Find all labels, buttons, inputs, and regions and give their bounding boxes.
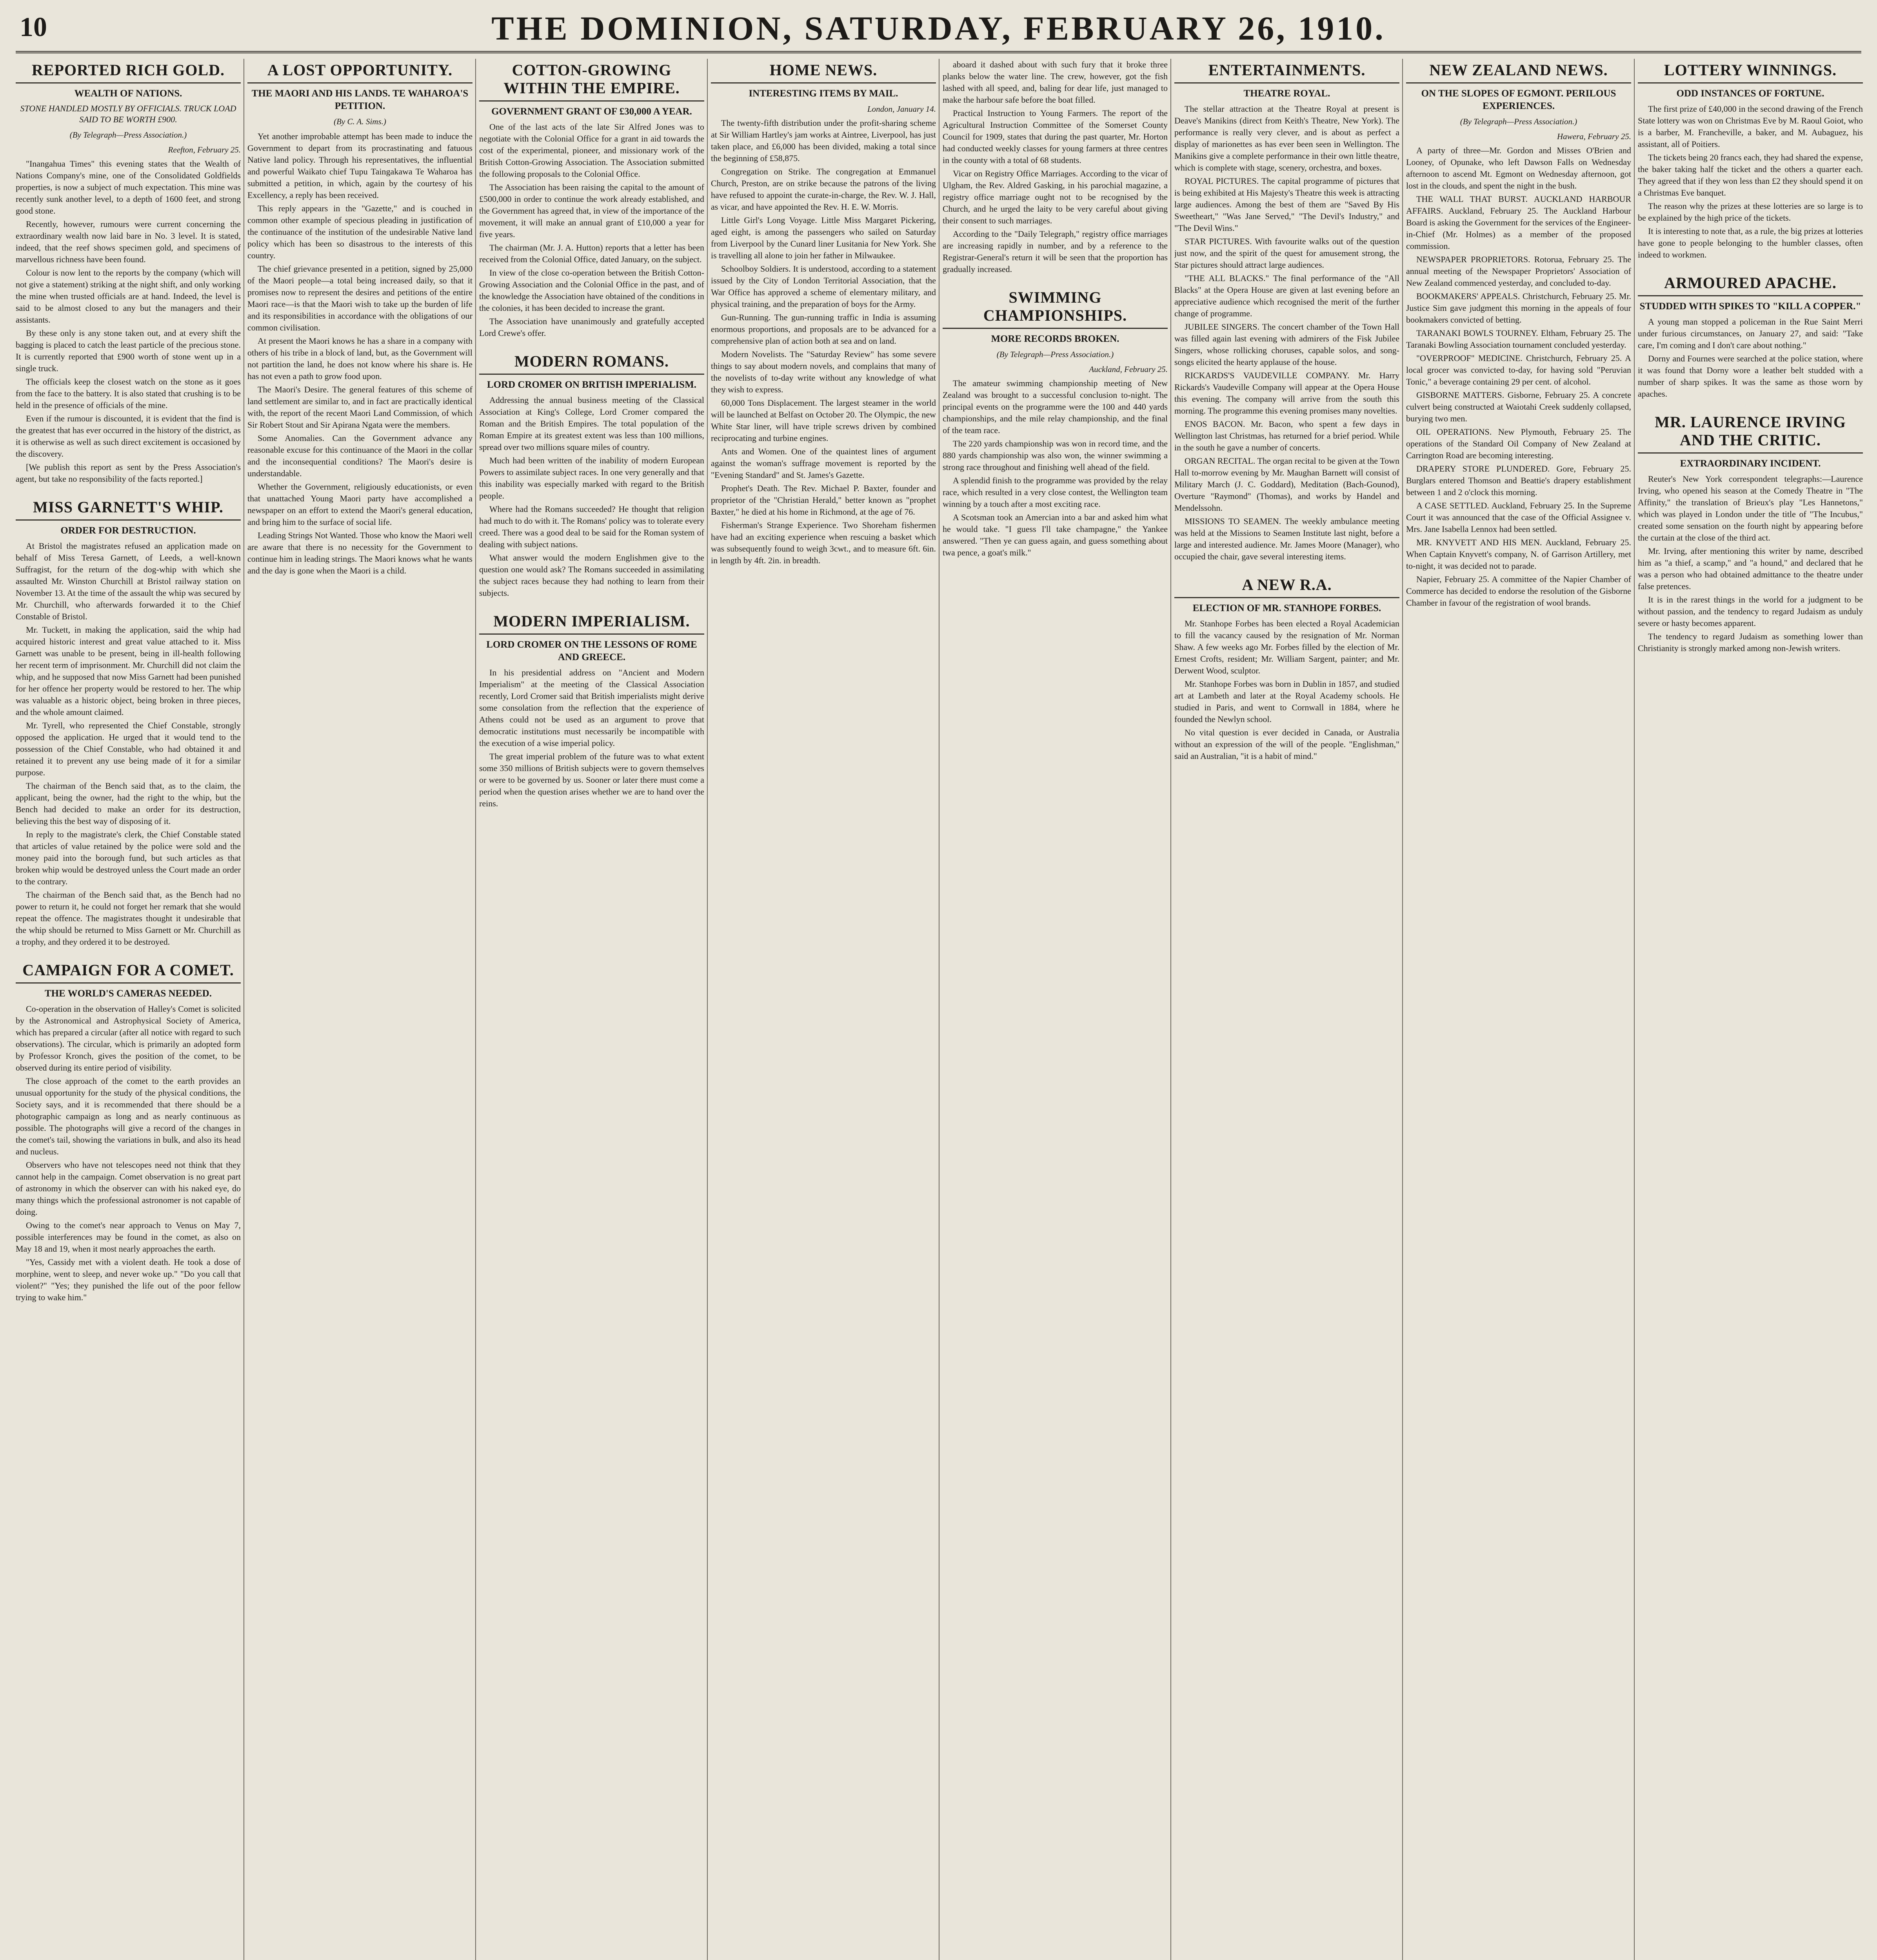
article-paragraph: A splendid finish to the programme was provided by the relay race, which resulted in a very close contest, the Wellington team winning by a touch after a most exciting race. [943,475,1168,509]
article-paragraph: Napier, February 25. A committee of the Napier Chamber of Commerce has decided to endorse the resolution of the Gisborne Chamber in favour of the registration of wool brands. [1406,574,1631,608]
article-headline: A LOST OPPORTUNITY. [247,61,472,83]
column-rule [1170,59,1171,1960]
article-headline: MODERN IMPERIALISM. [479,612,704,635]
columns [16,59,1861,1960]
article [1406,61,1631,609]
article-paragraph: ORGAN RECITAL. The organ recital to be given at the Town Hall to-morrow evening by Mr. Maughan Barnett will consist of Military March (J. C. Goddard), Meditation (Bach-Gounod), Overture "Raymond" (Thomas), and works by Handel and Mendelssohn. [1174,456,1399,513]
article [711,61,936,566]
article-subheading: THE MAORI AND HIS LANDS. TE WAHAROA'S PETITION. [251,88,469,111]
article-paragraph: Dorny and Fournes were searched at the police station, where it was found that Dorny wore a leather belt studded with a number of sharp spikes. It was the same as those worn by apaches. [1638,354,1863,399]
article-paragraph: Prophet's Death. The Rev. Michael P. Baxter, founder and proprietor of the "Christian Herald," better known as "prophet Baxter," he died at his home in Richmond, at the age of 76. [711,483,936,517]
article-paragraph: Observers who have not telescopes need not think that they cannot help in the campaign. Comet observation is no great part of astronomy in which the observer can with his naked eye, do many things which the professional astronomer is not capable of doing. [16,1160,241,1217]
article-paragraph: OIL OPERATIONS. New Plymouth, February 25. The operations of the Standard Oil Company of New Zealand at Carrington Road are becoming interesting. [1406,427,1631,460]
article-paragraph: Co-operation in the observation of Halley's Comet is solicited by the Astronomical and Astrophysical Society of America, which has prepared a circular (after all notice with regard to such observations). The circular, which is primarily an adopted form by Professor Kronch, gives the position of the comet, to be observed during its entire period of visibility. [16,1004,241,1073]
article-subheading: INTERESTING ITEMS BY MAIL. [749,88,898,99]
article [16,961,241,1303]
article-paragraph: Ants and Women. One of the quaintest lines of argument against the woman's suffrage movement is reported by the "Evening Standard" and St. James's Gazette. [711,446,936,480]
article-paragraph: The Association have unanimously and gratefully accepted Lord Crewe's offer. [479,316,704,338]
article-paragraph: In reply to the magistrate's clerk, the Chief Constable stated that articles of value retained by the police were sold and the money paid into the borough fund, but such articles as that broken whip would be destroyed unless the Court made an order to the contrary. [16,829,241,886]
article [1174,576,1399,762]
page-number: 10 [20,12,47,42]
article-paragraph: No vital question is ever decided in Canada, or Australia without an expression of the will of the people. "Englishman," said an Australian, "it is a habit of mind." [1174,728,1399,761]
article-paragraph: Yet another improbable attempt has been made to induce the Government to depart from its procrastinating and fatuous Native land policy. Through his representatives, the influential and powerful Waikato chief Tupu Taingakawa Te Waharoa has submitted a petition, in which, again by the courtesy of his Excellency, a reply has been received. [247,131,472,200]
article-byline: (By Telegraph—Press Association.) [996,350,1114,359]
column-5 [943,59,1168,1960]
article-paragraph: "Yes, Cassidy met with a violent death. He took a dose of morphine, went to sleep, and never woke up." "Do you call that violent?" "Yes; they punished the life out of the poor fellow trying to wake him." [16,1257,241,1302]
article-headline: ENTERTAINMENTS. [1174,61,1399,83]
article-paragraph: NEWSPAPER PROPRIETORS. Rotorua, February 25. The annual meeting of the Newspaper Proprietors' Association of New Zealand commenced yesterday, and concluded to-day. [1406,254,1631,288]
column-3 [479,59,704,1960]
article-paragraph: The tickets being 20 francs each, they had shared the expense, the baker taking half the ticket and the others a quarter each. They agreed that if they won less than £2 they should spend it on a Christmas Eve banquet. [1638,152,1863,198]
article-paragraph: The Association has been raising the capital to the amount of £500,000 in order to continue the work already established, and the Government has agreed that, in view of the importance of the movement, it will make an annual grant of £10,000 a year for five years. [479,182,704,239]
article [247,61,472,577]
column-rule [1634,59,1635,1960]
article-headline: MISS GARNETT'S WHIP. [16,498,241,521]
column-2 [247,59,472,1960]
article-paragraph: Vicar on Registry Office Marriages. According to the vicar of Ulgham, the Rev. Aldred Gasking, in his parochial magazine, a registry office marriage ought not to be recognised by the Church, and he urged the laity to be very careful about giving their consent to such marriages. [943,169,1168,225]
article-paragraph: The first prize of £40,000 in the second drawing of the French State lottery was won on Christmas Eve by M. Raoul Goiot, who is a barber, M. Francheville, a baker, and M. Aubaguez, his assistant, all of Poitiers. [1638,104,1863,149]
article-paragraph: JUBILEE SINGERS. The concert chamber of the Town Hall was filled again last evening with admirers of the Fisk Jubilee Singers, whose rollicking choruses, capable solos, and song-songs elicited the hearty applause of the house. [1174,322,1399,367]
article-paragraph: In his presidential address on "Ancient and Modern Imperialism" at the meeting of the Classical Association recently, Lord Cromer said that British imperialists might derive some consolation from the reflection that the experience of Athens could not be used as an argument to prove that democratic institutions must necessarily be incompatible with the execution of a wise imperial policy. [479,668,704,748]
article-paragraph: Whether the Government, religiously educationists, or even that unattached Young Maori party have accomplished a newspaper on an effort to extend the Maori's general education, and bring him to the surface of social life. [247,482,472,527]
article-subheading: ELECTION OF MR. STANHOPE FORBES. [1192,603,1381,613]
article-paragraph: Little Girl's Long Voyage. Little Miss Margaret Pickering, aged eight, is among the passengers who sailed on Saturday from Liverpool by the Cunard liner Lusitania for New York. She is travelling all alone to join her father in Milwaukee. [711,215,936,260]
article-headline: MR. LAURENCE IRVING AND THE CRITIC. [1638,413,1863,454]
article-paragraph: RICKARDS'S VAUDEVILLE COMPANY. Mr. Harry Rickards's Vaudeville Company will appear at the Opera House this evening. The company will arrive from the south this morning. The programme this evening promises many novelties. [1174,370,1399,416]
article-paragraph: "OVERPROOF" MEDICINE. Christchurch, February 25. A local grocer was convicted to-day, for having sold "Peruvian Tonic," a beverage containing 29 per cent. of alcohol. [1406,353,1631,387]
article-paragraph: Mr. Tyrell, who represented the Chief Constable, strongly opposed the application. He urged that it would tend to the possession of the Chief Constable, who had obtained it and retained it to prevent any use being made of it for a similar purpose. [16,720,241,777]
article-subheading: THEATRE ROYAL. [1243,88,1330,99]
article-paragraph: Congregation on Strike. The congregation at Emmanuel Church, Preston, are on strike because the patrons of the living have refused to appoint the curate-in-charge, the Rev. W. J. Hall, as vicar, and have appointed the Rev. H. E. W. Morris. [711,167,936,212]
article-paragraph: Modern Novelists. The "Saturday Review" has some severe things to say about modern novels, and complains that many of the novelists of to-day write without any knowledge of what they wish to express. [711,349,936,394]
column-4 [711,59,936,1960]
article-paragraph: This reply appears in the "Gazette," and is couched in common other example of specious pleading in justification of the continuance of the institution of the undesirable Native land policy which has been so disastrous to the interests of this country. [247,203,472,260]
article-paragraph: Recently, however, rumours were current concerning the extraordinary wealth now laid bare in No. 3 level. It is stated, indeed, that the reef shows specimen gold, and specimens of marvellous richness have been found. [16,219,241,264]
article-byline: (By Telegraph—Press Association.) [69,130,187,140]
column-rule [1402,59,1403,1960]
masthead [16,4,1861,53]
article-paragraph: The chairman of the Bench said that, as to the claim, the applicant, being the owner, had the right to the whip, but the Bench had decided to make an order for its destruction, believing this the best way of disposing of it. [16,781,241,826]
article-byline: (By C. A. Sims.) [334,117,386,126]
article [479,612,704,809]
article-dateline: Reefton, February 25. [168,145,241,154]
article-headline: HOME NEWS. [711,61,936,83]
article-paragraph: It is interesting to note that, as a rule, the big prizes at lotteries have gone to people belonging to the humbler classes, often indeed to workmen. [1638,226,1863,260]
article-paragraph: The chief grievance presented in a petition, signed by 25,000 of the Maori people—a total being increased daily, so that it promises now to represent the desires and petitions of the entire Maori race—is that the Maori wish to take up the burden of life and its responsibilities in accordance with the obligations of our common civilisation. [247,264,472,332]
article-paragraph: At present the Maori knows he has a share in a company with others of his tribe in a block of land, but, as the Government will not partition the land, he does not know where his share is. He has not even a path to grow food upon. [247,336,472,381]
article-subheading: ORDER FOR DESTRUCTION. [60,525,196,536]
article-paragraph: The chairman (Mr. J. A. Hutton) reports that a letter has been received from the Colonial Office, dated January, on the subject. [479,243,704,264]
article-subheading: LORD CROMER ON THE LESSONS OF ROME AND GREECE. [486,639,697,662]
article-paragraph: "THE ALL BLACKS." The final performance of the "All Blacks" at the Opera House are given at last evening before an appreciative audience which recognised the merit of the further change of programme. [1174,273,1399,318]
article-paragraph: The 220 yards championship was won in record time, and the 880 yards championship was also won, the winner swimming a strong race throughout and finishing well ahead of the field. [943,439,1168,472]
article-paragraph: STAR PICTURES. With favourite walks out of the question just now, and the spirit of the quest for amusement strong, the Star pictures should attract large audiences. [1174,236,1399,270]
article-subheading: STUDDED WITH SPIKES TO "KILL A COPPER." [1639,301,1861,312]
article-paragraph: Mr. Tuckett, in making the application, said the whip had acquired historic interest and great value attached to it. Miss Garnett was unable to be present, being in ill-health following her recent term of imprisonment. Mr. Churchill did not claim the whip, and he supposed that now Miss Garnett had been punished for her offence her property would be restored to her. The whip was valuable as a historic object, being broken in three pieces, and the whole amount claimed. [16,625,241,717]
column-1 [16,59,241,1960]
article-paragraph: One of the last acts of the late Sir Alfred Jones was to negotiate with the Colonial Office for a grant in aid towards the cost of the experimental, pioneer, and missionary work of the British Cotton-Growing Association. The Association submitted the following proposals to the Colonial Office. [479,122,704,179]
article-headline: ARMOURED APACHE. [1638,274,1863,296]
article-paragraph: MR. KNYVETT AND HIS MEN. Auckland, February 25. When Captain Knyvett's company, N. of Garrison Artillery, met to-night, it was decided not to parade. [1406,537,1631,571]
article-paragraph: [We publish this report as sent by the Press Association's agent, but take no responsibility of the facts reported.] [16,462,241,484]
article-deck: STONE HANDLED MOSTLY BY OFFICIALS. TRUCK LOAD SAID TO BE WORTH £900. [20,103,236,124]
article-subheading: THE WORLD'S CAMERAS NEEDED. [44,988,212,999]
article-subheading: MORE RECORDS BROKEN. [991,334,1119,344]
article-byline: (By Telegraph—Press Association.) [1460,117,1577,126]
article-paragraph: Leading Strings Not Wanted. Those who know the Maori well are aware that there is no necessity for the Government to continue him in leading strings. The Maori knows what he wants and the day is gone when the Maori is a child. [247,530,472,575]
article-paragraph: Gun-Running. The gun-running traffic in India is assuming enormous proportions, and proposals are to be advanced for a comprehensive plan of action both at sea and on land. [711,312,936,346]
article-subheading: WEALTH OF NATIONS. [74,88,182,99]
article-paragraph: Schoolboy Soldiers. It is understood, according to a statement issued by the City of London Territorial Association, that the War Office has approved a scheme of elementary military, and physical training, and the preparation of boys for the Army. [711,264,936,309]
article [1638,61,1863,261]
article-paragraph: 60,000 Tons Displacement. The largest steamer in the world will be launched at Belfast on October 20. The Olympic, the new White Star liner, will have triple screws driven by combined reciprocating and turbine engines. [711,398,936,443]
article-headline: NEW ZEALAND NEWS. [1406,61,1631,83]
article-subheading: LORD CROMER ON BRITISH IMPERIALISM. [487,379,697,390]
article-paragraph: Mr. Irving, after mentioning this writer by name, described him as "a thief, a scamp," and "a hound," and declared that he was a person who had obtained admittance to the theatre under false pretences. [1638,546,1863,591]
article-paragraph: Mr. Stanhope Forbes has been elected a Royal Academician to fill the vacancy caused by the resignation of Mr. Norman Shaw. A few weeks ago Mr. Forbes filled by the election of Mr. Ernest Crofts, resident; Mr. William Sargent, painter; and Mr. Derwent Wood, sculptor. [1174,619,1399,675]
article-paragraph: Practical Instruction to Young Farmers. The report of the Agricultural Instruction Committee of the Somerset County Council for 1909, states that during the past quarter, Mr. Horton had conducted weekly classes for young farmers at three centres in the county with a total of 68 students. [943,108,1168,165]
article [1174,61,1399,563]
article-paragraph: Fisherman's Strange Experience. Two Shoreham fishermen have had an exciting experience when rescuing a basket which was subsequently found to weigh 3cwt., and to measure 6ft. 6in. in length by 4ft. 2in. in breadth. [711,520,936,565]
article-paragraph: The amateur swimming championship meeting of New Zealand was brought to a successful conclusion to-night. The principal events on the programme were the 100 and 440 yards championships, and the mile relay championship, and the final of the team race. [943,378,1168,435]
article-paragraph: GISBORNE MATTERS. Gisborne, February 25. A concrete culvert being constructed at Waiotahi Creek suddenly collapsed, burying two men. [1406,390,1631,423]
column-8 [1638,59,1863,1960]
article-paragraph: THE WALL THAT BURST. AUCKLAND HARBOUR AFFAIRS. Auckland, February 25. The Auckland Harbour Board is asking the Government for the services of the Engineer-in-Chief (Mr. Holmes) as a member of the proposed commission. [1406,194,1631,251]
article-paragraph: A Scotsman took an Amercian into a bar and asked him what he would take. "I guess I'll take champagne," the Yankee answered. "Then ye can guess again, and guess something about twa pence, a goat's milk." [943,512,1168,557]
column-rule [475,59,476,1960]
article-paragraph: ENOS BACON. Mr. Bacon, who spent a few days in Wellington last Christmas, has returned for a brief period. While in the south he gave a number of concerts. [1174,419,1399,452]
article-paragraph: Colour is now lent to the reports by the company (which will not give a statement) striking at the night shift, and only working the mine when trusted officials are at hand. Indeed, the level is said to be almost closed to any but the managers and their assistants. [16,268,241,325]
article-paragraph: It is in the rarest things in the world for a judgment to be without passion, and the tendency to regard Judaism as unduly severe or hasty becomes apparent. [1638,595,1863,628]
article-paragraph: The stellar attraction at the Theatre Royal at present is Deave's Manikins (direct from Keith's Theatre, New York). The performance is really very clever, and is about as perfect a display of marionettes as has ever been seen in Wellington. The Manikins give a complete performance in their own little theatre, which is complete with stage, scenery, orchestra, and boxes. [1174,104,1399,172]
article-headline: LOTTERY WINNINGS. [1638,61,1863,83]
newspaper-title: THE DOMINION, SATURDAY, FEBRUARY 26, 1910. [491,9,1386,47]
article-paragraph: The chairman of the Bench said that, as the Bench had no power to return it, he could not forget her remark that she would repeat the offence. The magistrates thought it undesirable that the whip should be returned to Miss Garnett or Mr. Churchill as a trophy, and they ordered it to be destroyed. [16,890,241,947]
article-paragraph: The twenty-fifth distribution under the profit-sharing scheme at Sir William Hartley's jam works at Aintree, Liverpool, has just taken place, and £6,000 has been divided, making a total since the beginning of £58,875. [711,118,936,163]
article-headline: A NEW R.A. [1174,576,1399,598]
article [1638,413,1863,654]
column-6 [1174,59,1399,1960]
column-rule [707,59,708,1960]
article-paragraph: The reason why the prizes at these lotteries are so large is to be explained by the high price of the tickets. [1638,201,1863,223]
article-paragraph: The Maori's Desire. The general features of this scheme of land settlement are similar to, and in fact are practically identical with, the report of the recent Maori Land Commission, of which Sir Robert Stout and Sir Apirana Ngata were the members. [247,385,472,430]
article-paragraph: TARANAKI BOWLS TOURNEY. Eltham, February 25. The Taranaki Bowling Association tournament concluded yesterday. [1406,328,1631,350]
article-subheading: GOVERNMENT GRANT OF £30,000 A YEAR. [491,106,692,117]
article-paragraph: Owing to the comet's near approach to Venus on May 7, possible interferences may be found in the comet, as also on May 18 and 19, when it most nearly approaches the earth. [16,1220,241,1254]
article [1638,274,1863,400]
column-rule [243,59,244,1960]
article-paragraph: At Bristol the magistrates refused an application made on behalf of Miss Teresa Garnett, of Leeds, a well-known Suffragist, for the return of the dog-whip with which she assaulted Mr. Winston Churchill at Bristol railway station on November 13. At the time of the assault the whip was secured by Mr. Churchill, who afterwards forwarded it to the Chief Constable of Bristol. [16,541,241,621]
article-headline: SWIMMING CHAMPIONSHIPS. [943,289,1168,329]
article-paragraph: Even if the rumour is discounted, it is evident that the find is the greatest that has ever occurred in the history of the district, as it is otherwise as well as such direct excitement is occasioned by the discovery. [16,414,241,459]
article [479,352,704,599]
article-subheading: EXTRAORDINARY INCIDENT. [1680,458,1821,469]
article-paragraph: The tendency to regard Judaism as something lower than Christianity is strongly marked among non-Jewish writers. [1638,632,1863,653]
article-paragraph: "Inangahua Times" this evening states that the Wealth of Nations Company's mine, one of the Consolidated Goldfields properties, is now a subject of much expectation. This mine was recently sunk another level, to a depth of 1600 feet, and strong good stone. [16,159,241,216]
article-dateline: Hawera, February 25. [1557,132,1631,141]
article-paragraph: Where had the Romans succeeded? He thought that religion had much to do with it. The Romans' policy was to tolerate every creed. There was a good deal to be said for the Roman system of dealing with subject nations. [479,504,704,549]
article-paragraph: Much had been written of the inability of modern European Powers to assimilate subject races. In one very generally and that this inability was especially marked with regard to the British people. [479,456,704,501]
article-paragraph: What answer would the modern Englishmen give to the question one would ask? The Romans succeeded in assimilating the subject races because they had nothing to learn from their subjects. [479,553,704,598]
article-headline: REPORTED RICH GOLD. [16,61,241,83]
article-paragraph: DRAPERY STORE PLUNDERED. Gore, February 25. Burglars entered Thomson and Beattie's drapery establishment between 1 and 2 o'clock this morning. [1406,464,1631,497]
column-7 [1406,59,1631,1960]
article-headline: COTTON-GROWING WITHIN THE EMPIRE. [479,61,704,102]
article-paragraph: ROYAL PICTURES. The capital programme of pictures that is being exhibited at His Majesty's Theatre this week is attracting large audiences. Among the best of them are "Saved By His Sweetheart," "Was Jane Served," "The Devil's Industry," and "The Devil Wins." [1174,176,1399,233]
article-paragraph: Some Anomalies. Can the Government advance any reasonable excuse for this continuance of the Maori in the collar and the inconsequential conditions? The Maori's desire is understandable. [247,433,472,478]
article-subheading: ODD INSTANCES OF FORTUNE. [1676,88,1824,99]
article-paragraph: A party of three—Mr. Gordon and Misses O'Brien and Looney, of Opunake, who left Dawson Falls on Wednesday afternoon to ascend Mt. Egmont on Wednesday afternoon, got lost in the clouds, and spent the night in the bush. [1406,145,1631,191]
article-paragraph: The great imperial problem of the future was to what extent some 350 millions of British subjects were to govern themselves or were to be governed by us. Sooner or later there must come a period when the question arises whether we are to hand over the reins. [479,751,704,808]
article-paragraph: BOOKMAKERS' APPEALS. Christchurch, February 25. Mr. Justice Sim gave judgment this morning in the appeals of four bookmakers convicted of betting. [1406,291,1631,325]
article-paragraph: MISSIONS TO SEAMEN. The weekly ambulance meeting was held at the Missions to Seamen Institute last night, before a large and interested audience. Mr. James Moore (Manager), who occupied the chair, gave several interesting items. [1174,516,1399,561]
article-paragraph: According to the "Daily Telegraph," registry office marriages are increasing rapidly in number, and by a reference to the Registrar-General's return it will be seen that the proportion has gradually increased. [943,229,1168,274]
article-paragraph: The officials keep the closest watch on the stone as it goes from the face to the battery. It is also stated that crushing is to be held in the presence of officials of the mine. [16,377,241,410]
article-paragraph: Mr. Stanhope Forbes was born in Dublin in 1857, and studied art at Lambeth and later at the Royal Academy schools. He studied in Paris, and went to Cornwall in 1884, where he founded the Newlyn school. [1174,679,1399,724]
article [943,59,1168,275]
article-paragraph: By these only is any stone taken out, and at every shift the bagging is placed to catch the least particle of the precious stone. It is currently reported that £900 worth of stone went up in a single truck. [16,328,241,373]
article-paragraph: aboard it dashed about with such fury that it broke three planks below the water line. The crew, however, got the fish lashed with all speed, and, baling for dear life, just managed to make the harbour safe before the boat filled. [943,60,1168,105]
article [16,498,241,948]
article [16,61,241,485]
article-subheading: ON THE SLOPES OF EGMONT. PERILOUS EXPERIENCES. [1421,88,1616,111]
article-paragraph: A young man stopped a policeman in the Rue Saint Merri under furious circumstances, on January 27, and said: "Take care, I'm coming and I don't care about nothing." [1638,317,1863,350]
article-paragraph: Reuter's New York correspondent telegraphs:—Laurence Irving, who opened his season at the Comedy Theatre in "The Affinity," the translation of Brieux's play "Les Hannetons," which was played in London under the title of "The Incubus," created some sensation on the fourth night by appearing before the curtain at the close of the third act. [1638,474,1863,543]
article [943,289,1168,559]
article-paragraph: In view of the close co-operation between the British Cotton-Growing Association and the Colonial Office in the past, and of the knowledge the Association have obtained of the conditions in the colonies, it has been decided to increase the grant. [479,268,704,313]
article-headline: CAMPAIGN FOR A COMET. [16,961,241,984]
article-paragraph: Addressing the annual business meeting of the Classical Association at King's College, Lord Cromer compared the Roman and the British Empires. The total population of the Roman Empire at its greatest extent was less than 100 millions, spread over two millions square miles of country. [479,395,704,452]
article-paragraph: The close approach of the comet to the earth provides an unusual opportunity for the study of the physical conditions, the Society says, and it is recommended that there should be a photographic campaign as long and as nearly continuous as possible. The photographs will give a record of the changes in the comet's tail, showing the variations in bulk, and also its head and nucleus. [16,1076,241,1156]
article-paragraph: A CASE SETTLED. Auckland, February 25. In the Supreme Court it was announced that the case of the Official Assignee v. Mrs. Jane Isabella Lennox had been settled. [1406,501,1631,534]
article [479,61,704,339]
article-headline: MODERN ROMANS. [479,352,704,375]
article-dateline: London, January 14. [867,104,936,114]
article-dateline: Auckland, February 25. [1089,365,1168,374]
